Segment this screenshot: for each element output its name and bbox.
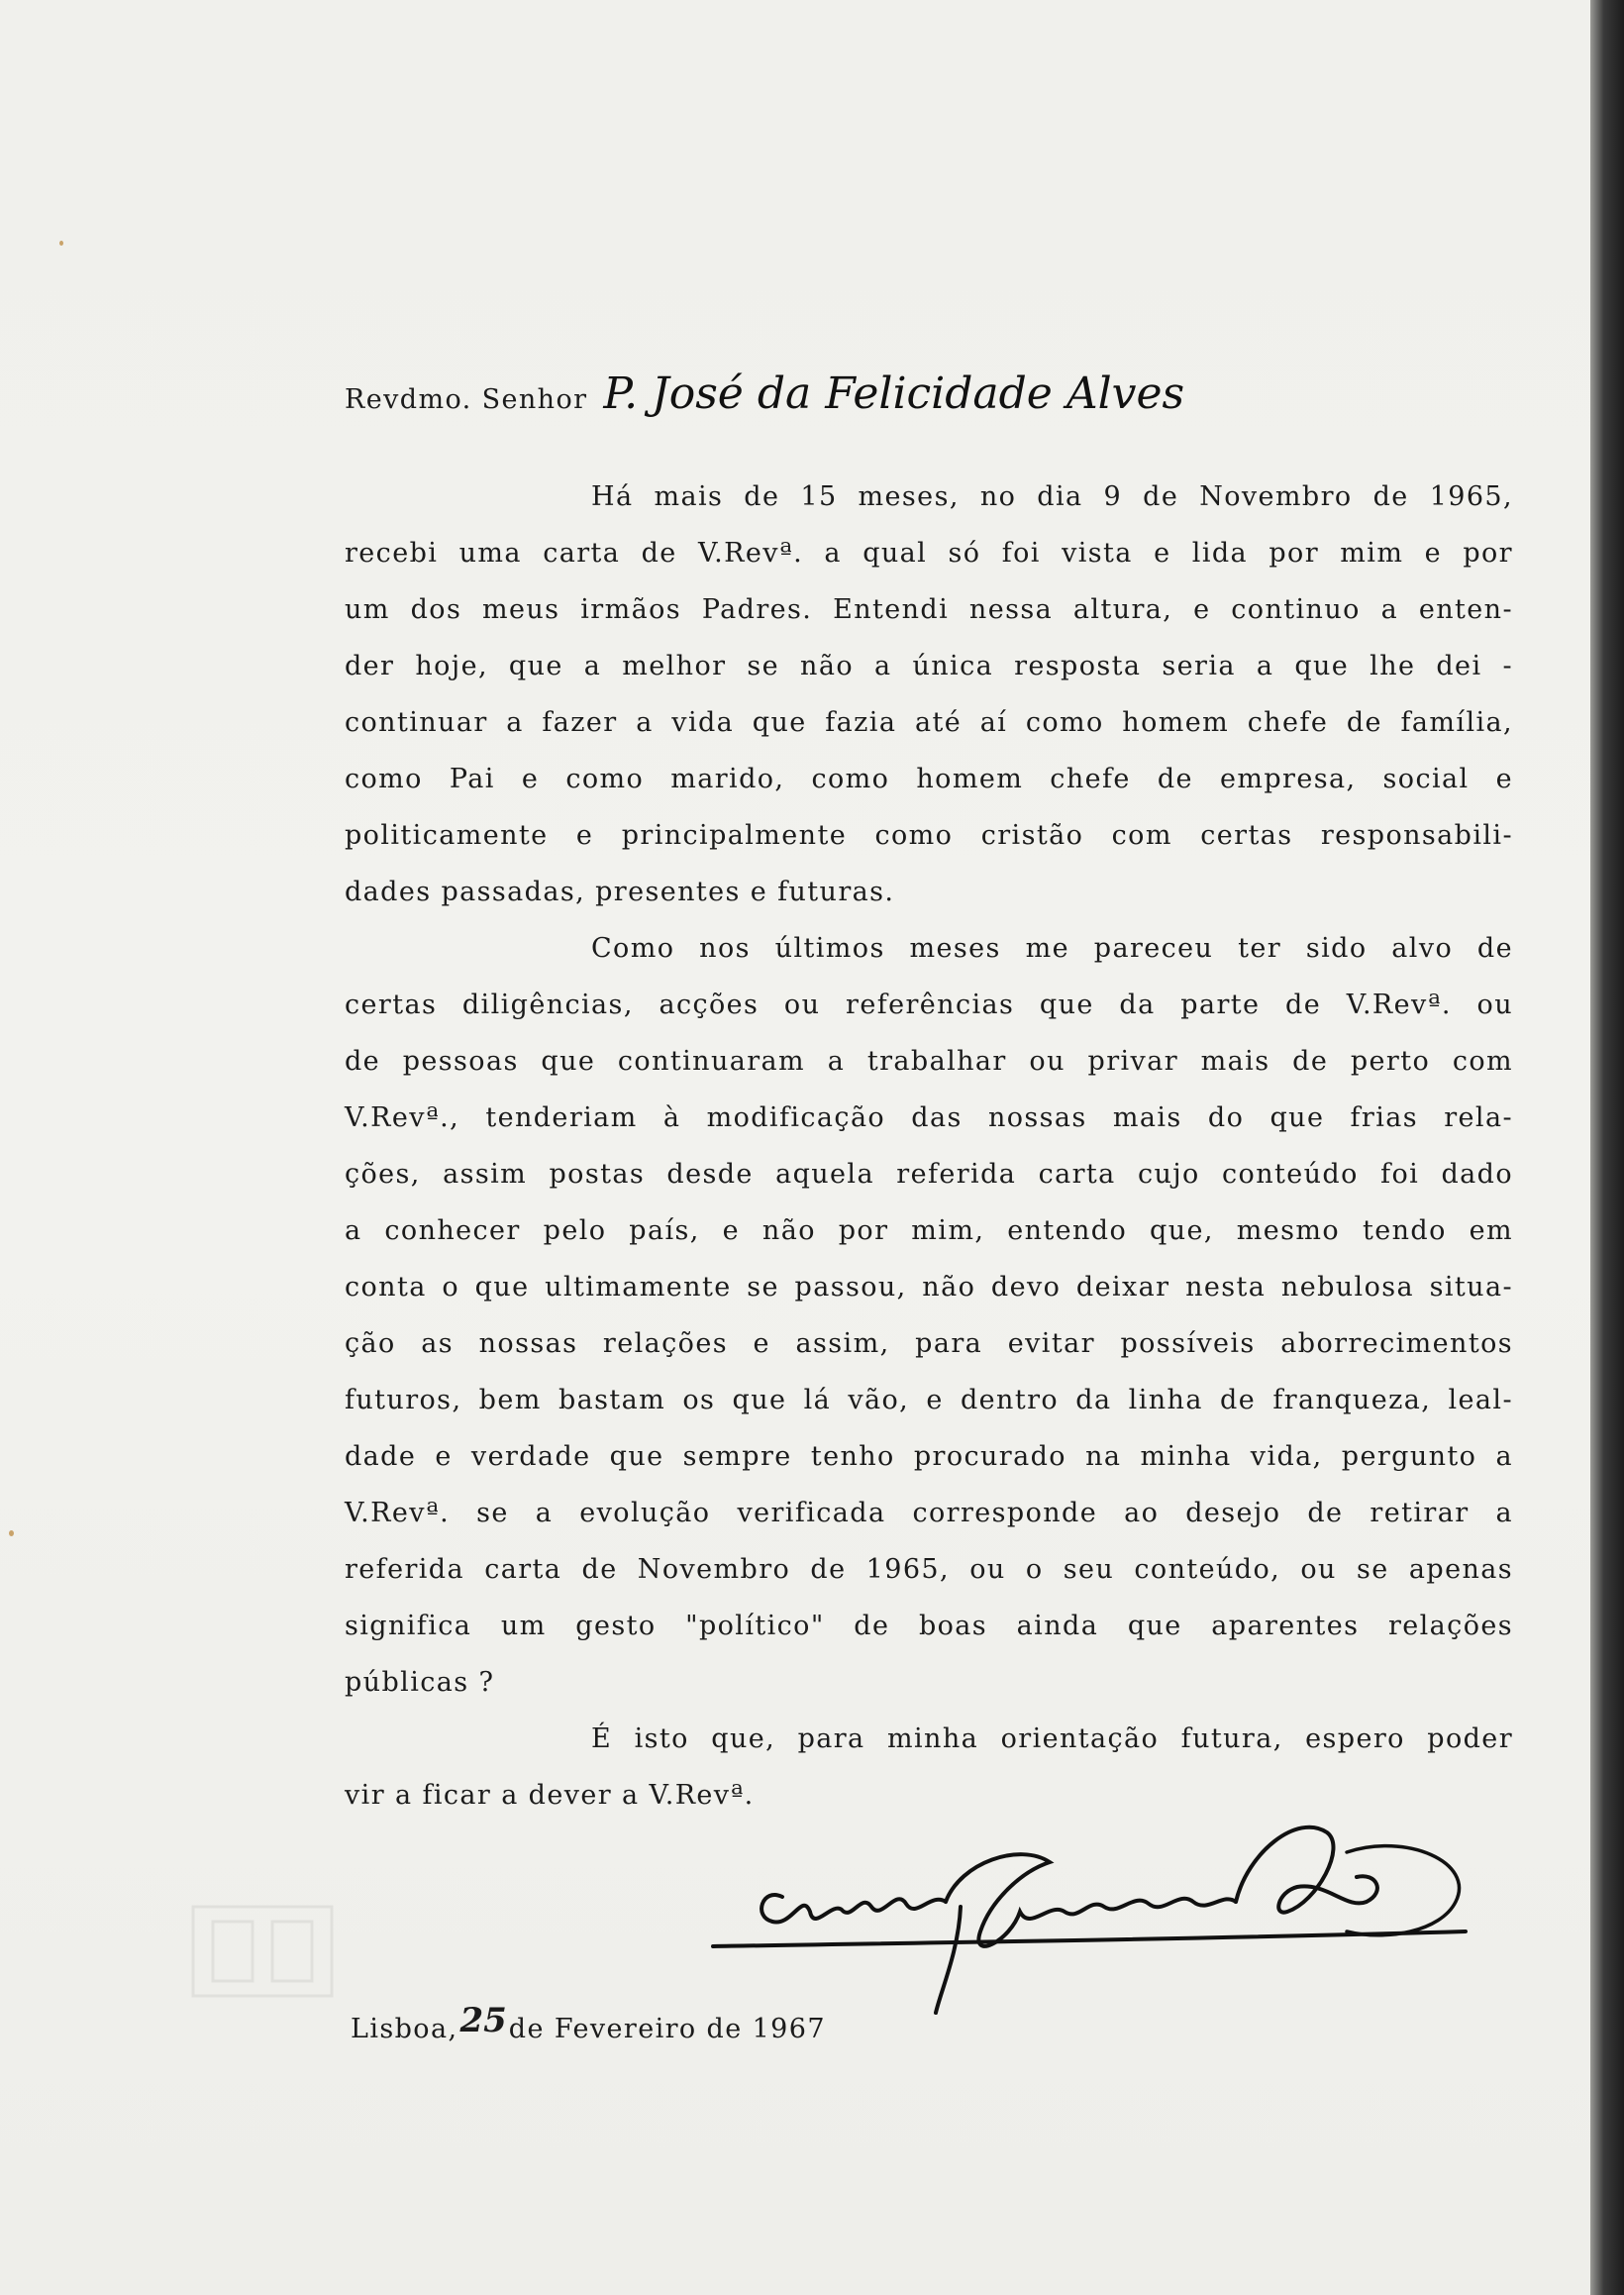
- letter-line: ção as nossas relações e assim, para evitar possíveis aborrecimentos: [345, 1328, 1513, 1359]
- letter-line: Há mais de 15 meses, no dia 9 de Novembro de 1965,: [591, 481, 1513, 512]
- letter-line: continuar a fazer a vida que fazia até aí como homem chefe de família,: [345, 707, 1513, 738]
- letter-line: futuros, bem bastam os que lá vão, e dentro da linha de franqueza, leal-: [345, 1385, 1513, 1415]
- addressee-handwritten: P. José da Felicidade Alves: [603, 368, 1185, 419]
- letter-line: certas diligências, acções ou referências que da parte de V.Revª. ou: [345, 990, 1513, 1020]
- letter-line: significa um gesto "político" de boas ainda que aparentes relações: [345, 1611, 1513, 1641]
- date-line: [351, 2001, 826, 2046]
- letter-line: públicas ?: [345, 1667, 495, 1698]
- date-suffix: de Fevereiro de 1967: [508, 2014, 826, 2044]
- letter-line: recebi uma carta de V.Revª. a qual só foi vista e lida por mim e por: [345, 538, 1513, 569]
- letter-line: um dos meus irmãos Padres. Entendi nessa altura, e continuo a enten-: [345, 594, 1513, 625]
- letter-line: dade e verdade que sempre tenho procurado na minha vida, pergunto a: [345, 1441, 1513, 1472]
- letter-line: a conhecer pelo país, e não por mim, entendo que, mesmo tendo em: [345, 1215, 1513, 1246]
- letter-line: V.Revª. se a evolução verificada corresponde ao desejo de retirar a: [345, 1498, 1513, 1528]
- letter-line: dades passadas, presentes e futuras.: [345, 877, 895, 907]
- letter-line: conta o que ultimamente se passou, não devo deixar nesta nebulosa situa-: [345, 1272, 1513, 1303]
- salutation: [345, 368, 1184, 419]
- faint-stamp-shadow: [188, 1902, 337, 2001]
- paper-speck: [9, 1530, 14, 1536]
- letter-line: Como nos últimos meses me pareceu ter sido alvo de: [591, 933, 1513, 964]
- letter-line: V.Revª., tenderiam à modificação das nossas mais do que frias rela-: [345, 1102, 1513, 1133]
- scan-dark-edge: [1590, 0, 1624, 2295]
- letter-line: ções, assim postas desde aquela referida carta cujo conteúdo foi dado: [345, 1159, 1513, 1190]
- handwritten-signature: [693, 1793, 1485, 2021]
- letter-line: der hoje, que a melhor se não a única resposta seria a que lhe dei -: [345, 651, 1513, 681]
- letter-line: como Pai e como marido, como homem chefe de empresa, social e: [345, 764, 1513, 794]
- salutation-text: Revdmo. Senhor: [345, 384, 588, 415]
- paper-speck: [59, 241, 63, 246]
- date-prefix: Lisboa,: [351, 2014, 458, 2044]
- letter-line: É isto que, para minha orientação futura, espero poder: [591, 1723, 1513, 1754]
- letter-line: politicamente e principalmente como cristão com certas responsabili-: [345, 820, 1513, 851]
- letter-line: vir a ficar a dever a V.Revª.: [345, 1780, 755, 1811]
- letter-line: referida carta de Novembro de 1965, ou o seu conteúdo, ou se apenas: [345, 1554, 1513, 1585]
- date-day-handwritten: 25: [459, 2001, 507, 2040]
- letter-line: de pessoas que continuaram a trabalhar ou privar mais de perto com: [345, 1046, 1513, 1077]
